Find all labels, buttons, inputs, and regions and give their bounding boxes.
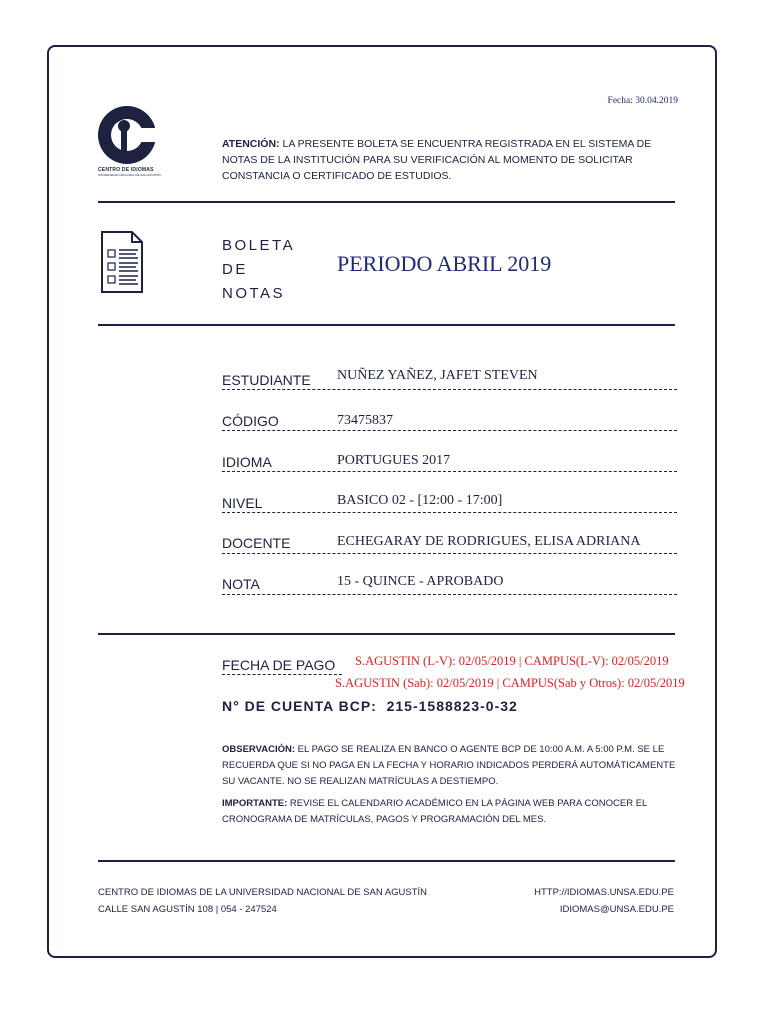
field-value-nota: 15 - QUINCE - APROBADO — [337, 574, 504, 589]
observation-text: EL PAGO SE REALIZA EN BANCO O AGENTE BCP DE 10:00 A.M. A 5:00 P.M. SE LE RECUERDA QUE SI NO PAGA EN LA FECHA Y HORARIO INDICADOS PERDERÁ AUTOMÁTICAMENTE SU VACANTE. NO SE REALIZAN MATRÍCULAS A DESTIEMPO. — [222, 744, 676, 787]
field-underline — [222, 430, 677, 431]
observation-label: OBSERVACIÓN: — [222, 744, 296, 755]
field-label-estudiante: ESTUDIANTE — [222, 372, 311, 388]
report-card-icon — [98, 230, 156, 296]
field-underline — [222, 471, 677, 472]
payment-dates-line-2: S.AGUSTIN (Sab): 02/05/2019 | CAMPUS(Sab y Otros): 02/05/2019 — [335, 676, 685, 690]
issue-date: Fecha: 30.04.2019 — [607, 96, 678, 106]
field-value-idioma: PORTUGUES 2017 — [337, 453, 451, 468]
bank-account-number: 215-1588823-0-32 — [386, 698, 518, 714]
field-label-codigo: CÓDIGO — [222, 413, 279, 429]
field-value-nivel: BASICO 02 - [12:00 - 17:00] — [337, 493, 503, 508]
field-label-nota: NOTA — [222, 576, 260, 592]
footer-institution: CENTRO DE IDIOMAS DE LA UNIVERSIDAD NACIONAL DE SAN AGUSTÍN — [98, 887, 428, 898]
divider — [98, 860, 675, 862]
payment-date-label: FECHA DE PAGO — [222, 657, 336, 673]
footer-email-link[interactable]: IDIOMAS@UNSA.EDU.PE — [559, 904, 674, 915]
footer-contact — [534, 884, 674, 918]
institution-logo — [98, 106, 160, 176]
field-underline — [222, 389, 677, 390]
important-text: REVISE EL CALENDARIO ACADÉMICO EN LA PÁGINA WEB PARA CONOCER EL CRONOGRAMA DE MATRÍCULAS, PAGOS Y PROGRAMACIÓN DEL MES. — [222, 798, 647, 825]
logo-title: CENTRO DE IDIOMAS — [98, 167, 154, 173]
field-value-estudiante: NUÑEZ YAÑEZ, JAFET STEVEN — [337, 368, 538, 383]
logo-subtitle: UNIVERSIDAD NACIONAL DE SAN AGUSTÍN — [98, 173, 161, 177]
divider — [98, 633, 675, 635]
field-label-docente: DOCENTE — [222, 535, 291, 551]
divider — [98, 324, 675, 326]
document-title — [222, 234, 295, 306]
footer-website-link[interactable]: HTTP://IDIOMAS.UNSA.EDU.PE — [534, 887, 674, 898]
important-note — [222, 796, 682, 828]
payment-dates-line-1: S.AGUSTIN (L-V): 02/05/2019 | CAMPUS(L-V): 02/05/2019 — [355, 654, 669, 668]
bank-account-label: N° DE CUENTA BCP: — [222, 698, 377, 714]
period-title: PERIODO ABRIL 2019 — [337, 251, 552, 276]
divider — [98, 201, 675, 203]
field-underline — [222, 674, 342, 675]
field-value-codigo: 73475837 — [337, 413, 393, 428]
footer-street-phone: CALLE SAN AGUSTÍN 108 | 054 - 247524 — [98, 904, 277, 915]
field-label-idioma: IDIOMA — [222, 454, 272, 470]
attention-text: LA PRESENTE BOLETA SE ENCUENTRA REGISTRADA EN EL SISTEMA DE NOTAS DE LA INSTITUCIÓN PARA SU VERIFICACIÓN AL MOMENTO DE SOLICITAR CONSTANCIA O CERTIFICADO DE ESTUDIOS. — [222, 138, 652, 182]
attention-label: ATENCIÓN: — [222, 138, 280, 150]
notes-block — [222, 742, 682, 828]
important-label: IMPORTANTE: — [222, 798, 288, 809]
title-line-1: BOLETA — [222, 237, 296, 254]
bank-account — [222, 698, 518, 714]
title-line-3: NOTAS — [222, 285, 286, 302]
attention-notice — [222, 136, 682, 184]
field-value-docente: ECHEGARAY DE RODRIGUES, ELISA ADRIANA — [337, 534, 641, 549]
observation-note — [222, 742, 682, 790]
field-underline — [222, 594, 677, 595]
field-underline — [222, 512, 677, 513]
footer-address — [98, 884, 427, 918]
field-underline — [222, 553, 677, 554]
field-label-nivel: NIVEL — [222, 495, 263, 511]
title-line-2: DE — [222, 261, 248, 278]
